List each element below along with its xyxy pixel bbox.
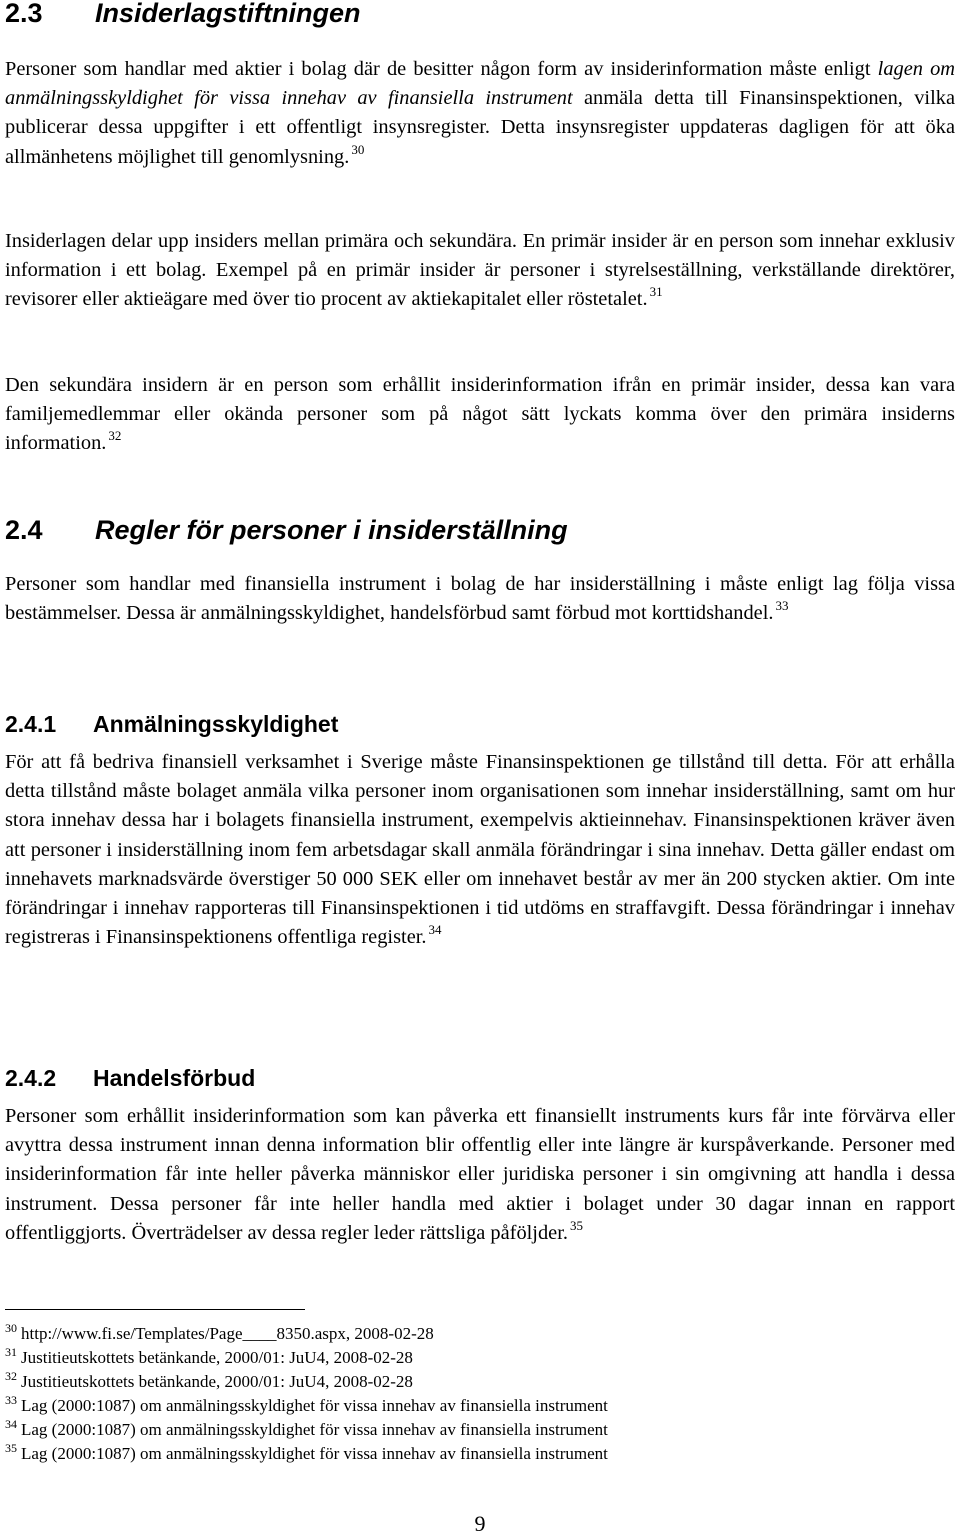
footnote [5,1394,905,1418]
section-title: Handelsförbud [93,1065,256,1091]
section-title: Regler för personer i insiderställning [95,515,568,545]
footnote-number: 34 [5,1417,17,1431]
law-title-italic: lagen om anmälningsskyldighet för vissa innehav av finansiella instrument [5,58,955,110]
footnote [5,1370,905,1394]
paragraph-insider-register [5,55,955,172]
paragraph-text: Personer som handlar med aktier i bolag där de besitter någon form av insiderinformation måste enligt [5,58,878,80]
paragraph-secondary-insider [5,371,955,459]
paragraph-text: anmäla detta till Finansinspektionen, vilka publicerar dessa uppgifter i ett offentligt insynsregister. Detta insynsregister uppdateras dagligen för att öka allmänhetens möjlighet till genomlysning. [5,87,955,168]
footnotes [5,1322,905,1466]
footnote-number: 31 [5,1345,17,1359]
page-number: 9 [474,1511,486,1536]
section-heading-2-4 [5,514,568,546]
footnote-number: 32 [5,1369,17,1383]
footnote-ref: 33 [775,598,789,614]
paragraph-primary-insider [5,227,955,315]
footnote-number: 35 [5,1441,17,1455]
footnote-text: Justitieutskottets betänkande, 2000/01: JuU4, 2008-02-28 [21,1348,413,1367]
paragraph-text: För att få bedriva finansiell verksamhet i Sverige måste Finansinspektionen ge tillstånd till detta. För att erhålla detta tillstånd måste bolaget anmäla vilka personer inom organisationen som innehar insiderställning, samt om hur stora innehav dessa har i bolagets finansiella instrument, exempelvis aktieinnehav. Finansinspektionen kräver även att personer i insiderställning inom fem arbetsdagar skall anmäla förändringar i sina innehav. Detta gäller endast om innehavets marknadsvärde överstiger 50 000 SEK eller om innehavet består av mer än 200 stycken aktier. Om inte förändringar i innehav rapporteras till Finansinspektionen i tid utdöms en straffavgift. Dessa förändringar i innehav registreras i Finansinspektionens offentliga register. [5,751,955,949]
footnote-text: Lag (2000:1087) om anmälningsskyldighet för vissa innehav av finansiella instrument [21,1420,608,1439]
footnote-number: 30 [5,1321,17,1335]
footnote-text: Lag (2000:1087) om anmälningsskyldighet för vissa innehav av finansiella instrument [21,1444,608,1463]
section-title: Anmälningsskyldighet [93,711,339,737]
paragraph-text: Personer som erhållit insiderinformation som kan påverka ett finansiellt instruments kurs får inte förvärva eller avyttra dessa instrument innan denna information blir offentlig eller inte längre är kurspåverkande. Personer med insiderinformation får inte heller påverka människor eller juridiska personer i sin omgivning att handla i dessa instrument. Dessa personer får inte heller handla med aktier i bolaget under 30 dagar innan en rapport offentliggjorts. Överträdelser av dessa regler leder rättsliga påföljder. [5,1105,955,1244]
paragraph-text: Den sekundära insidern är en person som erhållit insiderinformation ifrån en primär insider, dessa kan vara familjemedlemmar eller okända personer som på något sätt lyckats komma över den primära insiderns information. [5,374,955,455]
footnote-ref: 35 [569,1217,583,1233]
footnote-ref: 34 [428,922,442,938]
paragraph-insider-rules [5,570,955,628]
footnote-ref: 30 [351,141,365,157]
footnote-number: 33 [5,1393,17,1407]
footnote-text: Lag (2000:1087) om anmälningsskyldighet för vissa innehav av finansiella instrument [21,1396,608,1415]
footnote [5,1322,905,1346]
section-heading-2-4-2 [5,1064,255,1092]
section-heading-2-3 [5,0,361,29]
section-number: 2.4.1 [5,711,57,737]
footnote [5,1418,905,1442]
footnote [5,1346,905,1370]
section-title: Insiderlagstiftningen [95,0,361,28]
footnote-separator [5,1309,305,1310]
paragraph-text: Personer som handlar med finansiella instrument i bolag de har insiderställning i måste enligt lag följa vissa bestämmelser. Dessa är anmälningsskyldighet, handelsförbud samt förbud mot korttidshandel. [5,573,955,625]
section-heading-2-4-1 [5,710,338,738]
section-number: 2.4.2 [5,1065,57,1091]
footnote-text: http://www.fi.se/Templates/Page____8350.aspx, 2008-02-28 [21,1324,434,1343]
paragraph-text: Insiderlagen delar upp insiders mellan primära och sekundära. En primär insider är en person som innehar exklusiv information i ett bolag. Exempel på en primär insider är personer i styrelseställning, verkställande direktörer, revisorer eller aktieägare med över tio procent av aktiekapitalet eller röstetalet. [5,230,955,311]
footnote [5,1442,905,1466]
footnote-ref: 32 [108,428,122,444]
section-number: 2.3 [5,0,43,28]
section-number: 2.4 [5,515,43,545]
footnote-text: Justitieutskottets betänkande, 2000/01: JuU4, 2008-02-28 [21,1372,413,1391]
footnote-ref: 31 [649,284,663,300]
paragraph-trading-ban [5,1102,955,1248]
paragraph-reporting-obligation [5,748,955,952]
